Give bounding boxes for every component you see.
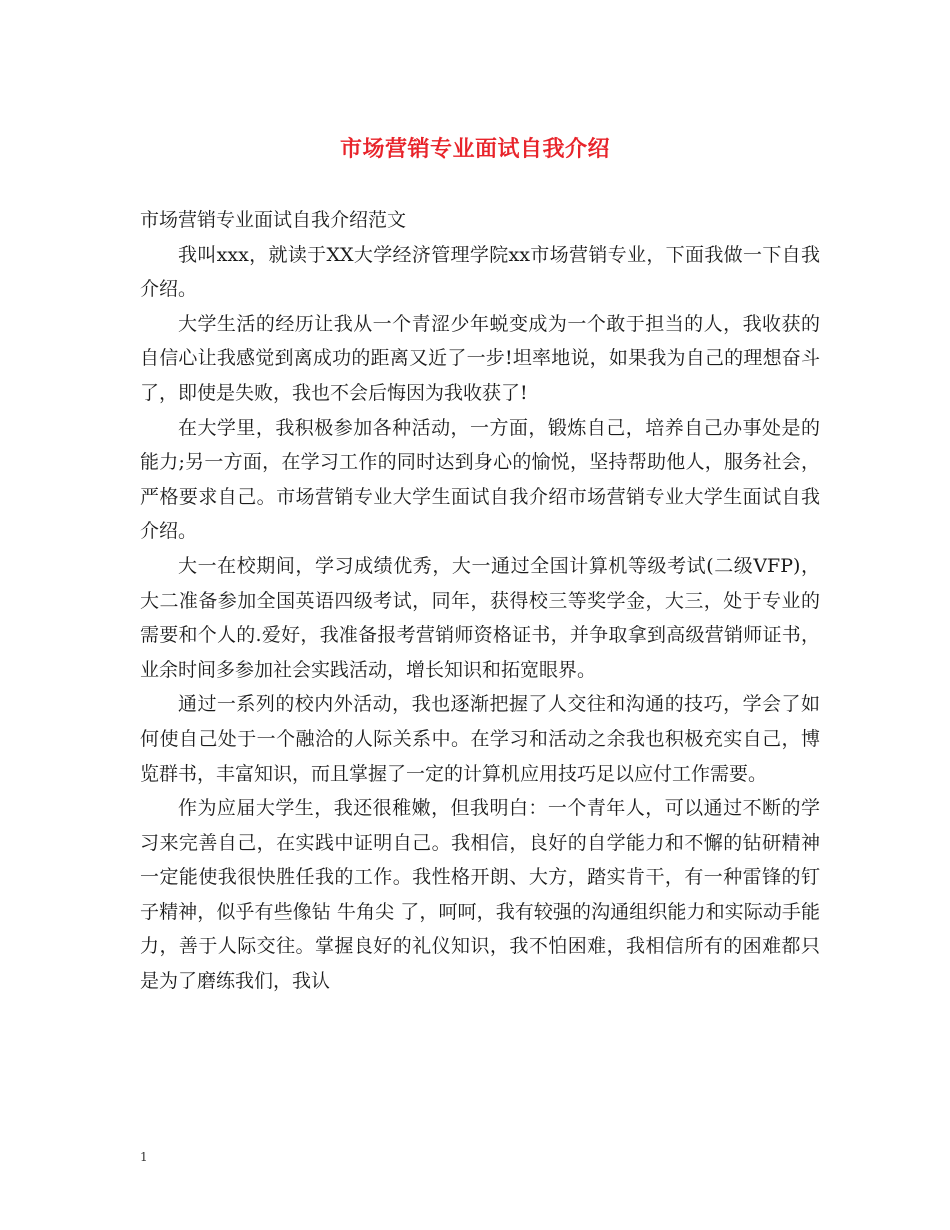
page-number: 1 [140, 1150, 148, 1164]
document-subtitle: 市场营销专业面试自我介绍范文 [140, 209, 407, 231]
paragraph-5: 通过一系列的校内外活动，我也逐渐把握了人交往和沟通的技巧，学会了如何使自己处于一个融洽的人际关系中。在学习和活动之余我也积极充实自己，博览群书，丰富知识，而且掌握了一定的计算机应用技巧足以应付工作需要。 [140, 693, 820, 785]
paragraph-2: 大学生活的经历让我从一个青涩少年蜕变成为一个敢于担当的人，我收获的自信心让我感觉到离成功的距离又近了一步!坦率地说，如果我为自己的理想奋斗了，即使是失败，我也不会后悔因为我收获了! [140, 312, 820, 404]
paragraph-6: 作为应届大学生，我还很稚嫩，但我明白：一个青年人，可以通过不断的学习来完善自己，在实践中证明自己。我相信，良好的自学能力和不懈的钻研精神一定能使我很快胜任我的工作。我性格开朗、大方，踏实肯干，有一种雷锋的钉子精神，似乎有些像钻 牛角尖 了，呵呵，我有较强的沟通组织能力和实际动手能力，善于人际交往。掌握良好的礼仪知识，我不怕困难，我相信所有的困难都只是为了磨练我们，我认 [140, 797, 820, 993]
paragraph-1: 我叫xxx，就读于XX大学经济管理学院xx市场营销专业，下面我做一下自我介绍。 [140, 243, 820, 301]
document-title: 市场营销专业面试自我介绍 [339, 136, 610, 162]
paragraph-3: 在大学里，我积极参加各种活动，一方面，锻炼自己，培养自己办事处是的能力;另一方面，在学习工作的同时达到身心的愉悦，坚持帮助他人，服务社会，严格要求自己。市场营销专业大学生面试自我介绍市场营销专业大学生面试自我介绍。 [140, 416, 820, 543]
document-body [140, 203, 820, 999]
paragraph-4: 大一在校期间，学习成绩优秀，大一通过全国计算机等级考试(二级VFP)，大二准备参加全国英语四级考试，同年，获得校三等奖学金，大三，处于专业的需要和个人的.爱好，我准备报考营销师资格证书，并争取拿到高级营销师证书，业余时间多参加社会实践活动，增长知识和拓宽眼界。 [140, 554, 820, 681]
